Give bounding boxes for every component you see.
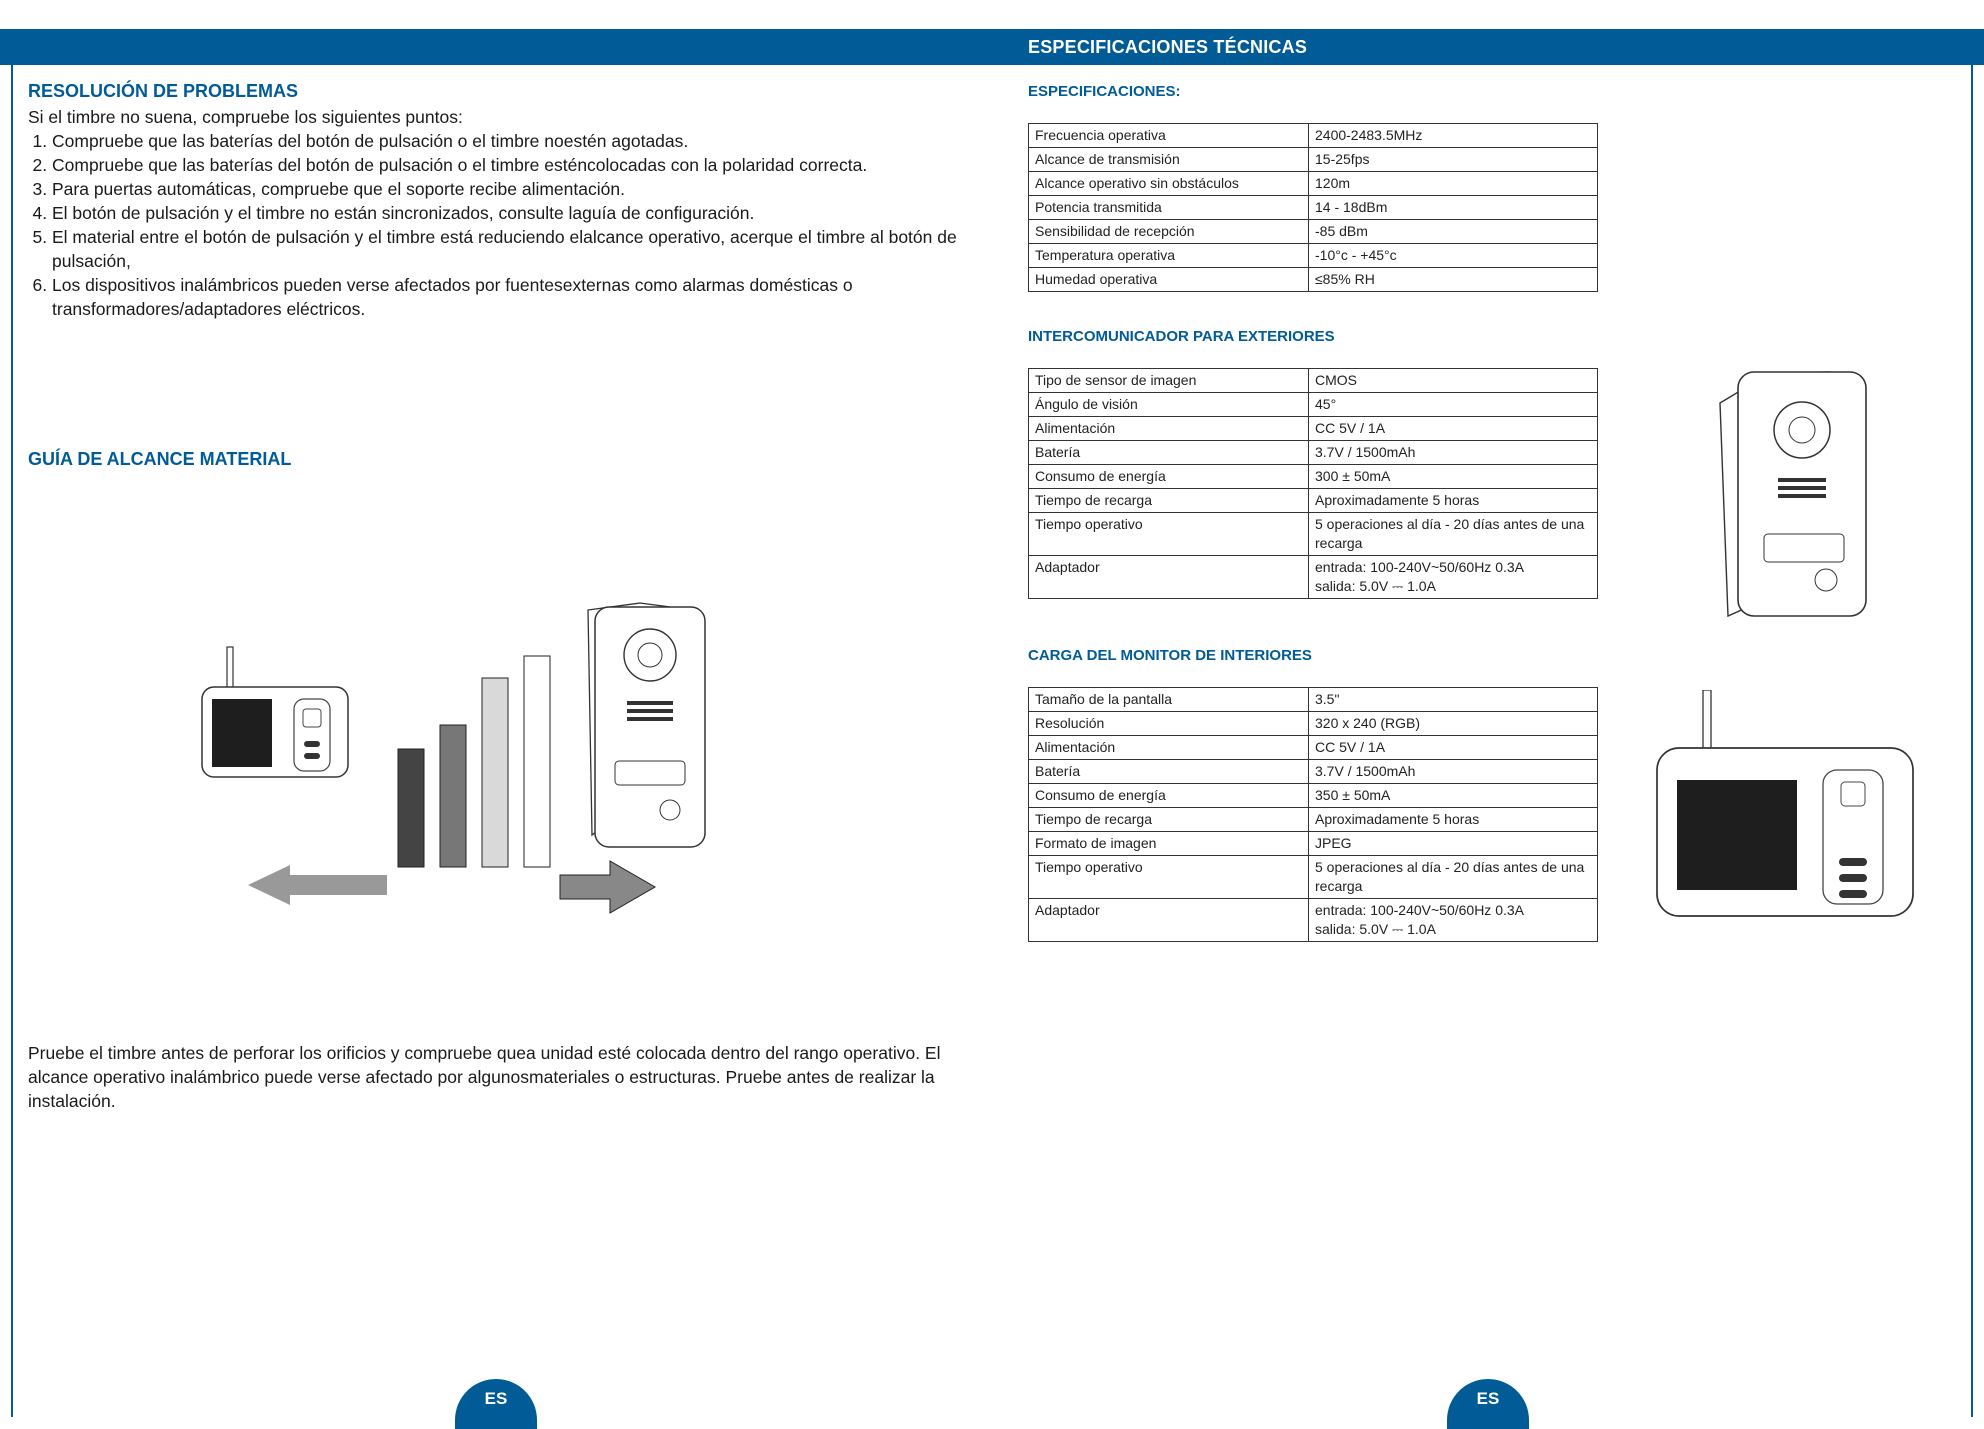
spec-label: Tiempo operativo: [1029, 513, 1309, 556]
spec-label: Alcance operativo sin obstáculos: [1029, 172, 1309, 196]
spec-value: 5 operaciones al día - 20 días antes de una recarga: [1309, 856, 1598, 899]
glass-bar: [524, 656, 550, 867]
indoor-title: CARGA DEL MONITOR DE INTERIORES: [1028, 647, 1312, 664]
spec-label: Humedad operativa: [1029, 268, 1309, 292]
table-row: [1029, 712, 1598, 736]
range-guide-title: GUÍA DE ALCANCE MATERIAL: [28, 449, 292, 469]
spec-label: Potencia transmitida: [1029, 196, 1309, 220]
arrow-left-icon: [248, 865, 387, 905]
spec-value: 300 ± 50mA: [1309, 465, 1598, 489]
spec-value: 3.5": [1309, 688, 1598, 712]
right-border: [1971, 65, 1973, 1417]
left-border: [11, 65, 13, 1417]
table-row: [1029, 784, 1598, 808]
spec-label: Adaptador: [1029, 556, 1309, 599]
spec-label: Formato de imagen: [1029, 832, 1309, 856]
doorbell-illustration-icon: [588, 603, 705, 847]
outdoor-intercom-image: [1710, 368, 1875, 620]
spec-value: 2400-2483.5MHz: [1309, 124, 1598, 148]
spec-label: Adaptador: [1029, 899, 1309, 942]
spec-value: entrada: 100-240V~50/60Hz 0.3A salida: 5.0V ⎓ 1.0A: [1309, 556, 1598, 599]
list-item: 6. Los dispositivos inalámbricos pueden verse afectados por fuentesexternas como alarmas domésticas o transformadores/adaptadores eléctricos.: [52, 273, 968, 321]
list-item: 3. Para puertas automáticas, compruebe que el soporte recibe alimentación.: [52, 177, 968, 201]
monitor-illustration-icon: [202, 647, 348, 777]
spec-label: Batería: [1029, 441, 1309, 465]
spec-label: Tipo de sensor de imagen: [1029, 369, 1309, 393]
specs-title: ESPECIFICACIONES:: [1028, 83, 1181, 100]
spec-label: Alcance de transmisión: [1029, 148, 1309, 172]
table-row: [1029, 465, 1598, 489]
spec-value: 350 ± 50mA: [1309, 784, 1598, 808]
spec-label: Frecuencia operativa: [1029, 124, 1309, 148]
table-row: [1029, 369, 1598, 393]
spec-label: Tamaño de la pantalla: [1029, 688, 1309, 712]
table-row: [1029, 808, 1598, 832]
spec-value: 3.7V / 1500mAh: [1309, 441, 1598, 465]
spec-value: Aproximadamente 5 horas: [1309, 808, 1598, 832]
spec-label: Alimentación: [1029, 417, 1309, 441]
wood-bar: [482, 678, 508, 867]
spec-value: Aproximadamente 5 horas: [1309, 489, 1598, 513]
spec-label: Consumo de energía: [1029, 465, 1309, 489]
brick-bar: [440, 725, 466, 867]
spec-value: ≤85% RH: [1309, 268, 1598, 292]
spec-value: 120m: [1309, 172, 1598, 196]
table-row: [1029, 856, 1598, 899]
range-illustration: [190, 595, 740, 925]
spec-value: 45°: [1309, 393, 1598, 417]
spec-label: Ángulo de visión: [1029, 393, 1309, 417]
table-row: [1029, 556, 1598, 599]
arrow-right-icon: [560, 861, 655, 913]
specs-table: [1028, 123, 1598, 292]
table-row: [1029, 832, 1598, 856]
spec-value: 3.7V / 1500mAh: [1309, 760, 1598, 784]
troubleshooting-list: [28, 129, 968, 321]
table-row: [1029, 441, 1598, 465]
table-row: [1029, 899, 1598, 942]
table-row: [1029, 688, 1598, 712]
table-row: [1029, 513, 1598, 556]
table-row: [1029, 220, 1598, 244]
spec-label: Temperatura operativa: [1029, 244, 1309, 268]
table-row: [1029, 268, 1598, 292]
spec-label: Tiempo de recarga: [1029, 489, 1309, 513]
header-bar: [0, 29, 1984, 65]
page-tab-left: ES: [455, 1379, 537, 1429]
concrete-bar: [398, 749, 424, 867]
list-item: 5. El material entre el botón de pulsación y el timbre está reduciendo elalcance operativo, acerque el timbre al botón de pulsación,: [52, 225, 968, 273]
page-title: ESPECIFICACIONES TÉCNICAS: [1028, 37, 1308, 57]
page-tab-right: ES: [1447, 1379, 1529, 1429]
spec-value: -85 dBm: [1309, 220, 1598, 244]
spec-value: -10°c - +45°c: [1309, 244, 1598, 268]
spec-value: 15-25fps: [1309, 148, 1598, 172]
spec-label: Tiempo operativo: [1029, 856, 1309, 899]
table-row: [1029, 172, 1598, 196]
table-row: [1029, 148, 1598, 172]
table-row: [1029, 196, 1598, 220]
spec-value: JPEG: [1309, 832, 1598, 856]
list-item: 2. Compruebe que las baterías del botón de pulsación o el timbre esténcolocadas con la polaridad correcta.: [52, 153, 968, 177]
spec-label: Sensibilidad de recepción: [1029, 220, 1309, 244]
outdoor-table: [1028, 368, 1598, 599]
outdoor-title: INTERCOMUNICADOR PARA EXTERIORES: [1028, 328, 1335, 345]
spec-label: Batería: [1029, 760, 1309, 784]
spec-value: CMOS: [1309, 369, 1598, 393]
spec-label: Alimentación: [1029, 736, 1309, 760]
spec-label: Consumo de energía: [1029, 784, 1309, 808]
troubleshooting-intro: Si el timbre no suena, compruebe los siguientes puntos:: [28, 107, 463, 127]
indoor-table: [1028, 687, 1598, 942]
list-item: 1. Compruebe que las baterías del botón de pulsación o el timbre noestén agotadas.: [52, 129, 968, 153]
indoor-monitor-image: [1655, 690, 1917, 940]
table-row: [1029, 124, 1598, 148]
spec-value: 320 x 240 (RGB): [1309, 712, 1598, 736]
range-guide-text: [28, 1041, 968, 1113]
table-row: [1029, 489, 1598, 513]
spec-value: entrada: 100-240V~50/60Hz 0.3A salida: 5.0V ⎓ 1.0A: [1309, 899, 1598, 942]
table-row: [1029, 393, 1598, 417]
spec-label: Tiempo de recarga: [1029, 808, 1309, 832]
range-guide-paragraph: Pruebe el timbre antes de perforar los orificios y compruebe quea unidad esté colocada dentro del rango operativo. El alcance operativo inalámbrico puede verse afectado por algunosmateriales o estructuras. Pruebe antes de realizar la instalación.: [28, 1043, 941, 1111]
spec-value: 14 - 18dBm: [1309, 196, 1598, 220]
table-row: [1029, 244, 1598, 268]
table-row: [1029, 760, 1598, 784]
spec-value: CC 5V / 1A: [1309, 736, 1598, 760]
troubleshooting-section: [28, 105, 968, 321]
spec-value: CC 5V / 1A: [1309, 417, 1598, 441]
spec-value: 5 operaciones al día - 20 días antes de una recarga: [1309, 513, 1598, 556]
table-row: [1029, 417, 1598, 441]
troubleshooting-title: RESOLUCIÓN DE PROBLEMAS: [28, 81, 299, 101]
list-item: 4. El botón de pulsación y el timbre no están sincronizados, consulte laguía de configuración.: [52, 201, 968, 225]
table-row: [1029, 736, 1598, 760]
spec-label: Resolución: [1029, 712, 1309, 736]
